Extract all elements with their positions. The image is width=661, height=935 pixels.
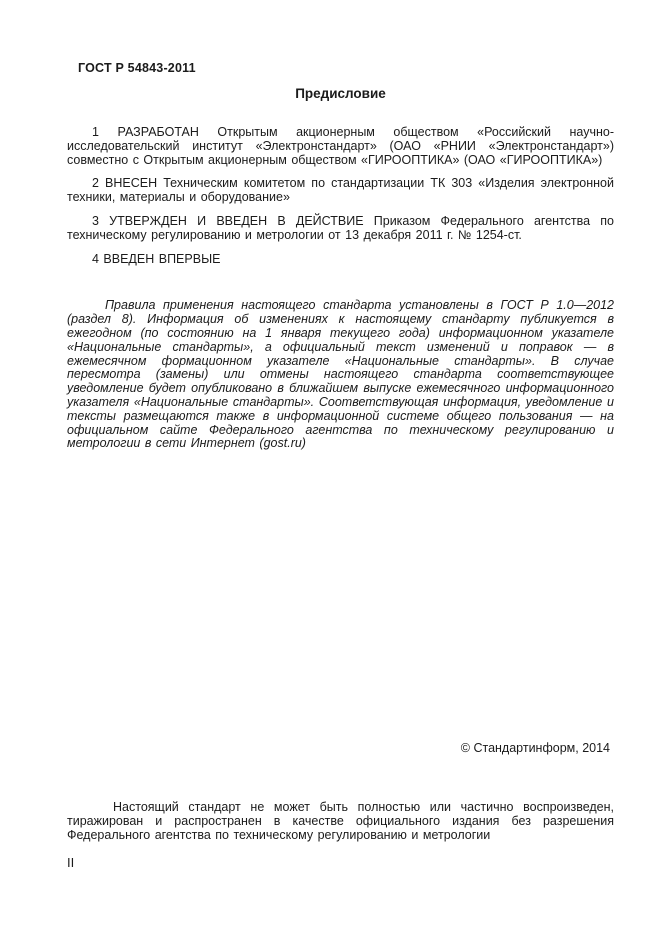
reproduction-restriction-note: Настоящий стандарт не может быть полностью или частично воспроизведен, тиражирован и распространен в качестве официального издания без разрешения Федерального агентства по техническому регулированию и метрологии xyxy=(67,800,614,842)
clause-introduced: 4 ВВЕДЕН ВПЕРВЫЕ xyxy=(92,251,221,266)
page-number: II xyxy=(67,855,75,870)
page-title: Предисловие xyxy=(295,86,386,101)
standard-number: ГОСТ Р 54843-2011 xyxy=(78,61,196,75)
clause-approved: 3 УТВЕРЖДЕН И ВВЕДЕН В ДЕЙСТВИЕ Приказом Федерального агентства по техническому регулированию и метрологии от 13 декабря 2011 г. № 1254-ст. xyxy=(67,213,614,242)
copyright-notice: © Стандартинформ, 2014 xyxy=(460,741,610,755)
clause-developed: 1 РАЗРАБОТАН Открытым акционерным обществом «Российский научно-исследовательский институт «Электронстандарт» (ОАО «РНИИ «Электронстандарт») совместно с Открытым акционерным обществом «ГИРООПТИКА» (ОАО «ГИРООПТИКА») xyxy=(67,125,614,167)
application-rules-note: Правила применения настоящего стандарта установлены в ГОСТ Р 1.0—2012 (раздел 8). Информация об изменениях к настоящему стандарту публикуется в ежегодном (по состоянию на 1 января текущего года) информационном указателе «Национальные стандарты», а официальный текст изменений и поправок — в ежемесячном формационном указателе «Национальные стандарты». В случае пересмотра (замены) или отмены настоящего стандарта соответствующее уведомление будет опубликовано в ближайшем выпуске ежемесячного информационного указателя «Национальные стандарты». Соответствующая информация, уведомление и тексты размещаются также в информационной системе общего пользования — на официальном сайте Федерального агентства по техническому регулированию и метрологии в сети Интернет (gost.ru) xyxy=(67,298,614,451)
clause-submitted: 2 ВНЕСЕН Техническим комитетом по стандартизации ТК 303 «Изделия электронной техники, материалы и оборудование» xyxy=(67,176,614,205)
